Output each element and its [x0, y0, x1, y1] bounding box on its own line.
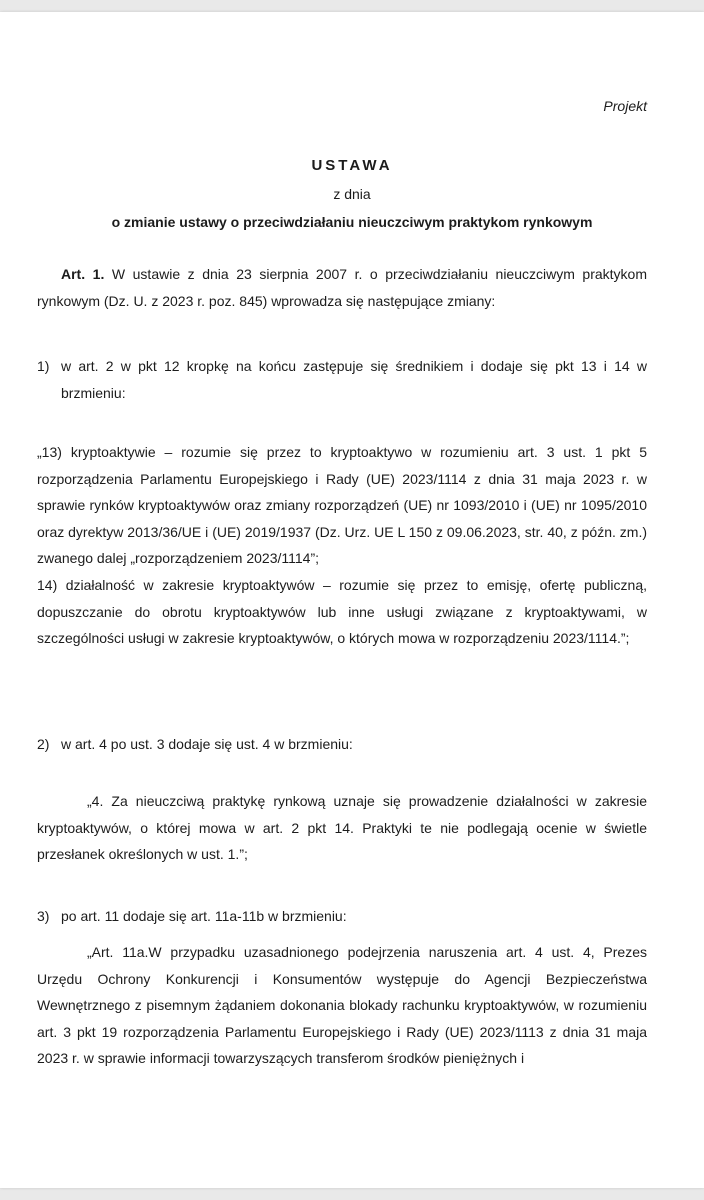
item-2-number: 2)	[37, 736, 50, 752]
quote-pkt-13: „13) kryptoaktywie – rozumie się przez to kryptoaktywo w rozumieniu art. 3 ust. 1 pkt 5 rozporządzenia Parlamentu Europejskiego i Rady (UE) 2023/1114 z dnia 31 maja 2023 r. w sprawie rynków kryptoaktywów oraz zmiany rozporządzeń (UE) nr 1093/2010 i (UE) nr 1095/2010 oraz dyrektyw 2013/36/UE i (UE) 2019/1937 (Dz. Urz. UE L 150 z 09.06.2023, str. 40, z późn. zm.) zwanego dalej „rozporządzeniem 2023/1114”;	[37, 444, 647, 567]
document-subject: o zmianie ustawy o przeciwdziałaniu nieuczciwym praktykom rynkowym	[111, 214, 593, 230]
quote-pkt-14: 14) działalność w zakresie kryptoaktywów – rozumie się przez to emisję, ofertę publiczną, dopuszczanie do obrotu kryptoaktywów lub inne usługi związane z kryptoaktywami, w szczególności usługi w zakresie kryptoaktywów, o których mowa w rozporządzeniu 2023/1114.”;	[37, 577, 647, 647]
quote-art-11a: „Art. 11a.W przypadku uzasadnionego podejrzenia naruszenia art. 4 ust. 4, Prezes Urzędu Ochrony Konkurencji i Konsumentów występuje do Agencji Bezpieczeństwa Wewnętrznego z pisemnym żądaniem dokonania blokady rachunku kryptoaktywów, w rozumieniu art. 3 pkt 19 rozporządzenia Parlamentu Europejskiego i Rady (UE) 2023/1113 z dnia 31 maja 2023 r. w sprawie informacji towarzyszących transferom środków pieniężnych i	[37, 944, 647, 1067]
quote-ust-4: „4. Za nieuczciwą praktykę rynkową uznaje się prowadzenie działalności w zakresie kryptoaktywów, o której mowa w art. 2 pkt 14. Praktyki te nie podlegają ocenie w świetle przesłanek określonych w ust. 1.”;	[37, 793, 647, 863]
article-1-text: W ustawie z dnia 23 sierpnia 2007 r. o przeciwdziałaniu nieuczciwym praktykom rynkowym (Dz. U. z 2023 r. poz. 845) wprowadza się następujące zmiany:	[37, 266, 647, 309]
document-page	[0, 12, 704, 1188]
item-3-number: 3)	[37, 908, 50, 924]
item-2-text: w art. 4 po ust. 3 dodaje się ust. 4 w brzmieniu:	[61, 736, 353, 752]
item-1-number: 1)	[37, 358, 50, 374]
article-1-label: Art. 1.	[61, 266, 105, 282]
item-1-text: w art. 2 w pkt 12 kropkę na końcu zastępuje się średnikiem i dodaje się pkt 13 i 14 w brzmieniu:	[61, 358, 647, 401]
projekt-label: Projekt	[603, 98, 647, 114]
date-line: z dnia	[333, 186, 371, 202]
article-1-paragraph	[37, 261, 647, 314]
item-3-text: po art. 11 dodaje się art. 11a-11b w brzmieniu:	[61, 908, 347, 924]
document-title: USTAWA	[311, 157, 393, 174]
